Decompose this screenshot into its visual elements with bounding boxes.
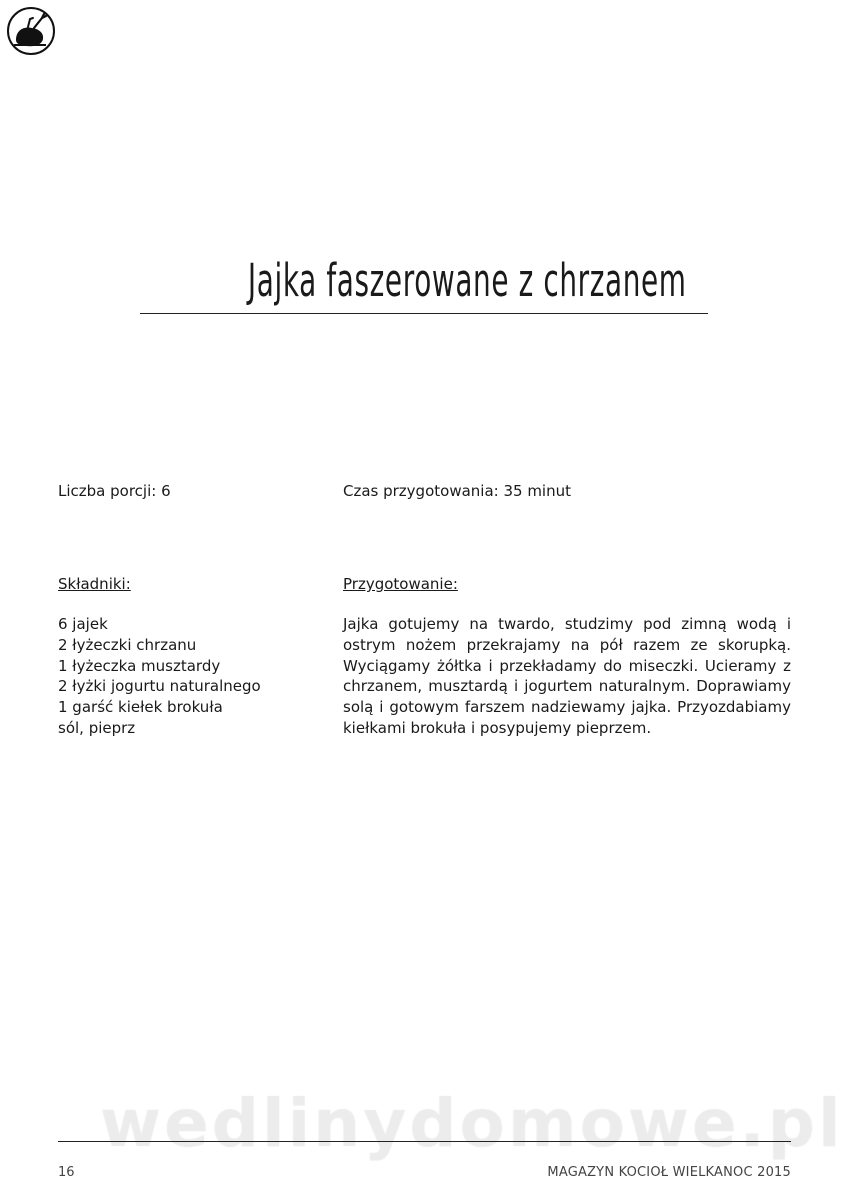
list-item: 1 łyżeczka musztardy <box>58 656 221 675</box>
list-item: 1 garść kiełek brokuła <box>58 698 223 717</box>
page-number: 16 <box>58 1165 75 1180</box>
ingredients-heading: Składniki: <box>58 575 131 593</box>
prep-time: Czas przygotowania: 35 minut <box>343 482 571 500</box>
ingredients-list <box>58 614 261 739</box>
list-item: 2 łyżki jogurtu naturalnego <box>58 677 261 696</box>
list-item: 6 jajek <box>58 615 108 633</box>
list-item: 2 łyżeczki chrzanu <box>58 635 197 654</box>
watermark: wedlinydomowe.pl <box>100 1085 844 1162</box>
roast-chicken-icon <box>6 6 56 56</box>
list-item: sól, pieprz <box>58 718 136 737</box>
magazine-name: MAGAZYN KOCIOŁ WIELKANOC 2015 <box>547 1165 791 1180</box>
preparation-text: Jajka gotujemy na twardo, studzimy pod zimną wodą i ostrym nożem przekrajamy na pół razem ze skorupką. Wyciągamy żółtka i przekładamy do miseczki. Ucieramy z chrzanem, musztardą i jogurtem naturalnym. Doprawiamy solą i gotowym farszem nadziewamy jajka. Przyozdabiamy kiełkami brokuła i posypujemy pieprzem. <box>343 615 791 737</box>
servings-count: Liczba porcji: 6 <box>58 482 171 500</box>
preparation-heading: Przygotowanie: <box>343 575 458 593</box>
footer-divider <box>58 1141 791 1142</box>
title-divider <box>140 313 708 314</box>
recipe-title: Jajka faszerowane z chrzanem <box>247 254 687 307</box>
